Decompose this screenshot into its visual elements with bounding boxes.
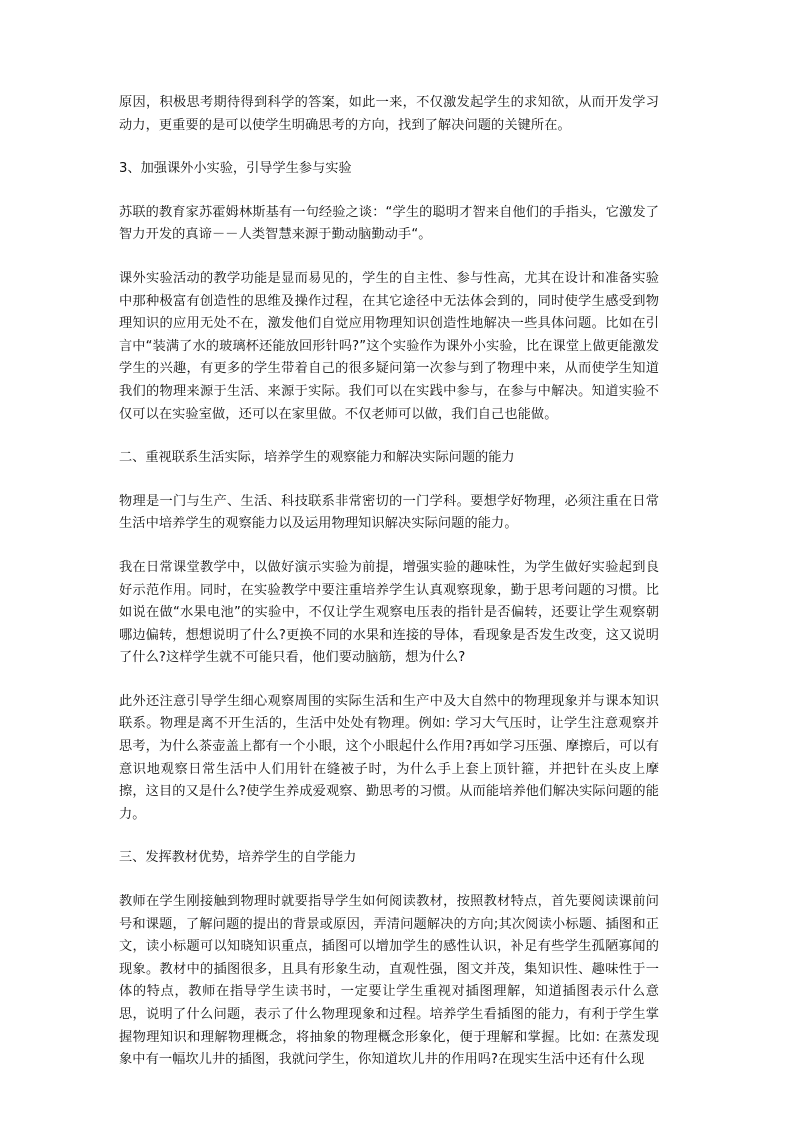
document-page xyxy=(119,92,659,1072)
section-heading-3-textbook: 三、发挥教材优势，培养学生的自学能力 xyxy=(119,850,357,866)
paragraph-observation: 此外还注意引导学生细心观察周围的实际生活和生产中及大自然中的物理现象并与课本知识联系。物理是离不开生活的，生活中处处有物理。例如: 学习大气压时，让学生注意观察并思考，为什么茶壶盖上都有一个小眼，这个小眼起什么作用?再如学习压强、摩擦后，可以有意识地观察日常生活中人们用针在缝被子时，为什么手上套上顶针箍，并把针在头皮上摩擦，这目的又是什么?使学生养成爱观察、勤思考的习惯。从而能培养他们解决实际问题的能力。 xyxy=(119,693,659,822)
paragraph-extracurricular: 课外实验活动的教学功能是显而易见的，学生的自主性、参与性高，尤其在设计和准备实验中那种极富有创造性的思维及操作过程，在其它途径中无法体会到的，同时使学生感受到物理知识的应用无处不在，激发他们自觉应用物理知识创造性地解决一些具体问题。比如在引言中“装满了水的玻璃杯还能放回形针吗?”这个实验作为课外小实验，比在课堂上做更能激发学生的兴趣，有更多的学生带着自己的很多疑问第一次参与到了物理中来，从而使学生知道我们的物理来源于生活、来源于实际。我们可以在实践中参与，在参与中解决。知道实验不仅可以在实验室做，还可以在家里做。不仅老师可以做，我们自己也能做。 xyxy=(119,270,659,422)
section-heading-2: 二、重视联系生活实际，培养学生的观察能力和解决实际问题的能力 xyxy=(119,450,515,466)
section-heading-3: 3、加强课外小实验，引导学生参与实验 xyxy=(119,161,352,177)
paragraph-physics-life: 物理是一门与生产、生活、科技联系非常密切的一门学科。要想学好物理，必须注重在日常生活中培养学生的观察能力以及运用物理知识解决实际问题的能力。 xyxy=(119,493,659,532)
paragraph-textbook: 教师在学生刚接触到物理时就要指导学生如何阅读教材，按照教材特点，首先要阅读课前问号和课题，了解问题的提出的背景或原因，弄清问题解决的方向;其次阅读小标题、插图和正文，读小标题可以知晓知识重点，插图可以增加学生的感性认识，补足有些学生孤陋寡闻的现象。教材中的插图很多，且具有形象生动，直观性强，图文并茂，集知识性、趣味性于一体的特点，教师在指导学生读书时，一定要让学生重视对插图理解，知道插图表示什么意思，说明了什么问题，表示了什么物理现象和过程。培养学生看插图的能力，有利于学生掌握物理知识和理解物理概念，将抽象的物理概念形象化，便于理解和掌握。比如: 在蒸发现象中有一幅坎儿井的插图，我就问学生，你知道坎儿井的作用吗?在现实生活中还有什么现 xyxy=(119,894,659,1068)
paragraph-classroom: 我在日常课堂教学中，以做好演示实验为前提，增强实验的趣味性，为学生做好实验起到良好示范作用。同时，在实验教学中要注重培养学生认真观察现象，勤于思考问题的习惯。比如说在做“水果电池”的实验中，不仅让学生观察电压表的指针是否偏转，还要让学生观察朝哪边偏转，想想说明了什么?更换不同的水果和连接的导体，看现象是否发生改变，这又说明了什么?这样学生就不可能只看，他们要动脑筋，想为什么? xyxy=(119,559,659,666)
paragraph-quote: 苏联的教育家苏霍姆林斯基有一句经验之谈：“学生的聪明才智来自他们的手指头，它激发了智力开发的真谛－－人类智慧来源于勤动脑勤动手“。 xyxy=(119,204,659,243)
paragraph-intro-continuation: 原因，积极思考期待得到科学的答案，如此一来，不仅激发起学生的求知欲，从而开发学习动力，更重要的是可以使学生明确思考的方向，找到了解决问题的关键所在。 xyxy=(119,95,659,133)
